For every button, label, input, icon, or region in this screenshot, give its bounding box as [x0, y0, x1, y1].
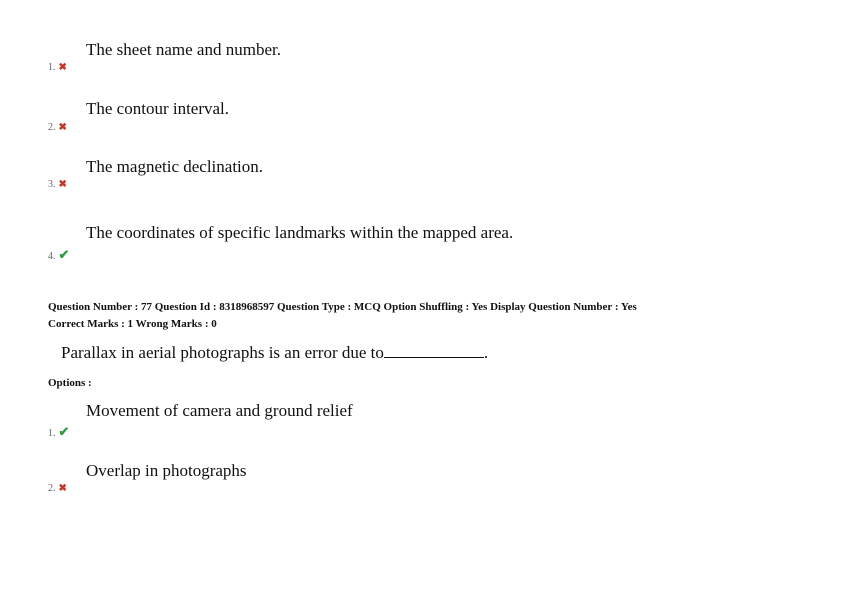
cross-icon: ✖ — [58, 122, 67, 133]
question-stem: Parallax in aerial photographs is an error due to — [61, 343, 384, 362]
option-number-label: 1. — [48, 428, 56, 439]
option-number-label: 1. — [48, 62, 56, 73]
option-text: The contour interval. — [86, 99, 230, 118]
cross-icon: ✖ — [58, 179, 67, 190]
option-number-label: 2. — [48, 483, 56, 494]
cross-icon: ✖ — [58, 62, 67, 73]
option-text: Overlap in photographs — [86, 461, 247, 480]
option-number-label: 3. — [48, 179, 56, 190]
question-suffix: . — [483, 343, 489, 362]
option-number — [48, 179, 67, 190]
check-icon: ✔ — [58, 424, 70, 439]
option-text: The magnetic declination. — [86, 157, 264, 176]
option-number — [48, 62, 67, 73]
option-text: The sheet name and number. — [86, 40, 281, 59]
option-number-label: 2. — [48, 122, 56, 133]
check-icon: ✔ — [58, 247, 70, 262]
option-number — [48, 122, 67, 133]
option-number-label: 4. — [48, 251, 56, 262]
options-label: Options : — [48, 377, 92, 389]
question-marks: Correct Marks : 1 Wrong Marks : 0 — [48, 318, 217, 330]
question-meta: Question Number : 77 Question Id : 8318968597 Question Type : MCQ Option Shuffling : Yes Display Question Number : Yes — [48, 301, 637, 313]
option-number — [48, 247, 69, 263]
option-text: The coordinates of specific landmarks within the mapped area. — [86, 223, 514, 242]
question-text — [61, 343, 488, 363]
option-number — [48, 424, 69, 440]
option-number — [48, 483, 67, 494]
option-text: Movement of camera and ground relief — [86, 401, 353, 420]
cross-icon: ✖ — [58, 483, 67, 494]
answer-blank — [384, 343, 484, 358]
